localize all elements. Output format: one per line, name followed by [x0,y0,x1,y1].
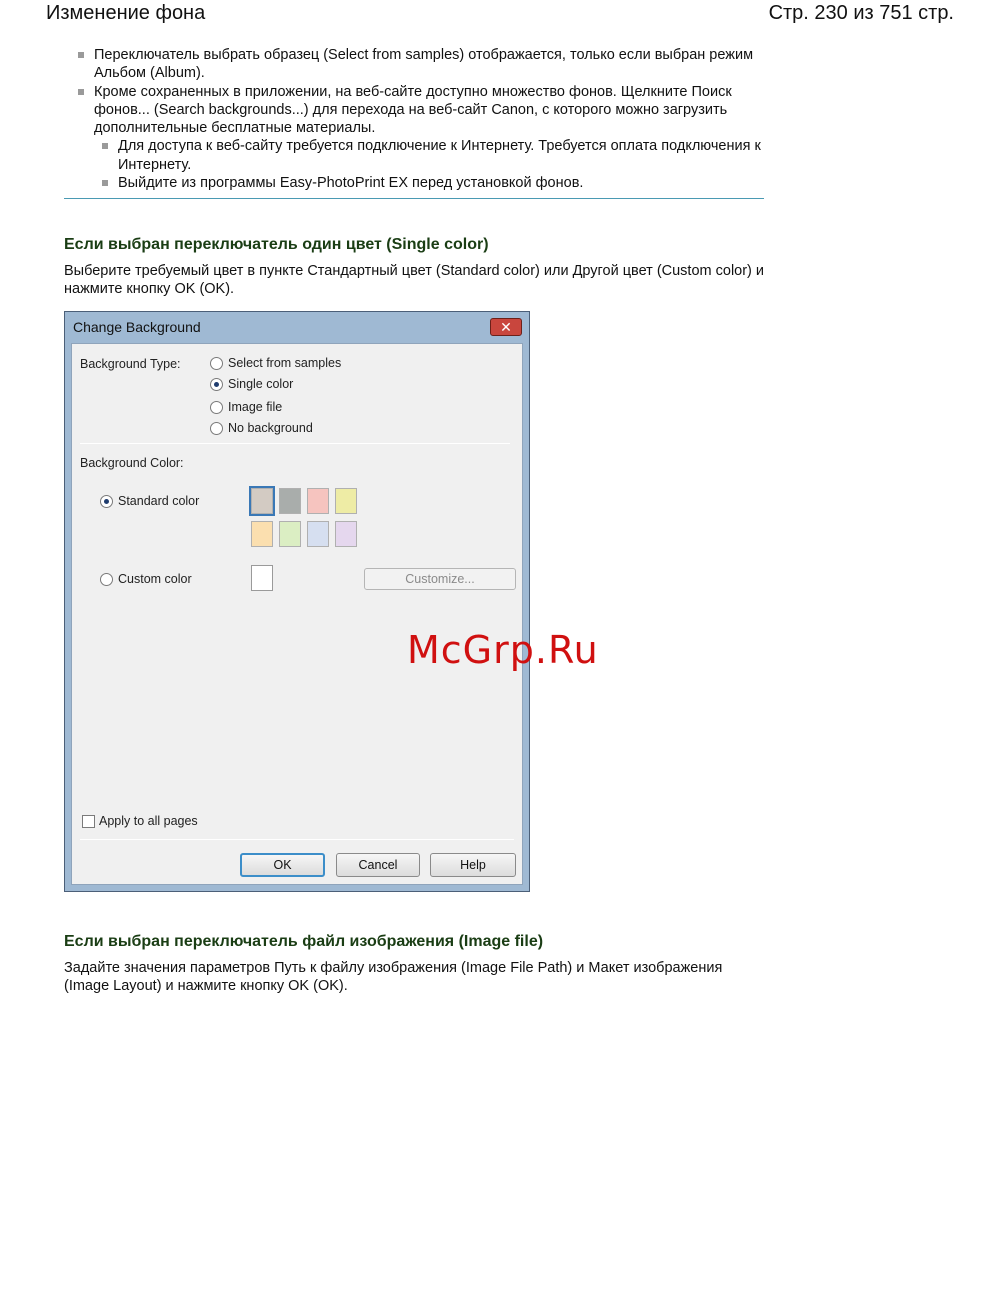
section-heading-single-color: Если выбран переключатель один цвет (Single color) [64,236,489,253]
subnote-item [76,174,766,192]
bullet-icon [78,52,84,58]
change-background-dialog [64,311,530,892]
subnote-text: Для доступа к веб-сайту требуется подключение к Интернету. Требуется оплата подключения к Интернету. [118,138,761,173]
page-counter: Стр. 230 из 751 стр. [768,2,954,24]
page-header [46,2,954,28]
radio-image-file[interactable] [210,401,223,414]
cancel-button[interactable]: Cancel [336,853,420,877]
dialog-client-area [71,343,523,885]
radio-single-color[interactable] [210,378,223,391]
ok-button[interactable]: OK [240,853,325,877]
color-swatch[interactable] [307,488,329,514]
color-swatch[interactable] [279,521,301,547]
custom-color-swatch[interactable] [251,565,273,591]
customize-button[interactable]: Customize... [364,568,516,590]
group-separator [80,443,510,444]
radio-no-background[interactable] [210,422,223,435]
color-swatch[interactable] [335,521,357,547]
radio-label: No background [228,421,313,435]
section-text-single-color: Выберите требуемый цвет в пункте Стандартный цвет (Standard color) или Другой цвет (Custom color) и нажмите кнопку OK (OK). [64,263,765,298]
note-item [76,83,766,138]
color-swatch[interactable] [307,521,329,547]
color-swatch[interactable] [335,488,357,514]
section-divider [64,198,764,199]
bullet-icon [102,143,108,149]
button-row-separator [80,839,514,840]
note-text: Кроме сохраненных в приложении, на веб-сайте доступно множество фонов. Щелкните Поиск фонов... (Search backgrounds...) для перехода на веб-сайт Canon, с которого можно загрузить дополнительные бесплатные материалы. [94,83,732,137]
color-swatch[interactable] [251,521,273,547]
radio-label: Image file [228,400,283,414]
bullet-icon [102,180,108,186]
close-icon[interactable]: ✕ [490,318,522,336]
document-title: Изменение фона [46,2,206,24]
note-item [76,46,766,83]
notes-list [76,46,766,192]
section-text-image-file: Задайте значения параметров Путь к файлу изображения (Image File Path) и Макет изображения (Image Layout) и нажмите кнопку OK (OK). [64,960,723,995]
radio-label: Single color [228,377,294,391]
help-button[interactable]: Help [430,853,516,877]
dialog-titlebar[interactable] [65,312,529,342]
radio-standard-color[interactable] [100,495,113,508]
radio-custom-color[interactable] [100,573,113,586]
watermark: McGrp.Ru [407,628,599,672]
color-swatch[interactable] [251,488,273,514]
dialog-title: Change Background [73,319,201,335]
custom-color-label: Custom color [118,572,192,586]
subnote-text: Выйдите из программы Easy-PhotoPrint EX перед установкой фонов. [118,175,584,192]
bullet-icon [78,89,84,95]
radio-label: Select from samples [228,356,342,370]
standard-color-label: Standard color [118,494,200,508]
apply-all-pages-label: Apply to all pages [99,814,198,828]
note-text: Переключатель выбрать образец (Select from samples) отображается, только если выбран режим Альбом (Album). [94,47,754,82]
apply-all-pages-checkbox[interactable] [82,815,95,828]
background-type-label: Background Type: [80,357,181,371]
section-heading-image-file: Если выбран переключатель файл изображения (Image file) [64,933,544,950]
background-color-label: Background Color: [80,456,184,470]
radio-select-from-samples[interactable] [210,357,223,370]
subnote-item [76,137,766,174]
color-swatch[interactable] [279,488,301,514]
